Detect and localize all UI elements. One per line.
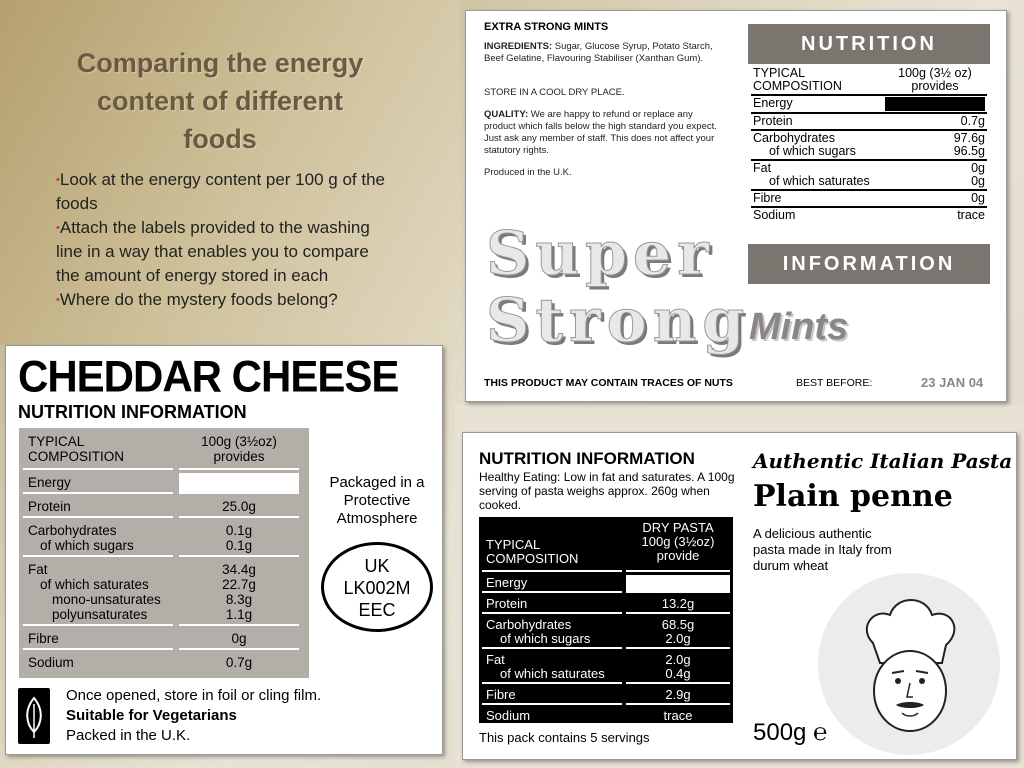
table-row: Protein: [23, 497, 173, 518]
bullet-item: • Look at the energy content per 100 g of the foods: [56, 168, 386, 216]
slide-title: Comparing the energy content of different foods: [76, 48, 364, 154]
vegetarian-leaf-icon: [18, 688, 50, 744]
table-row: Fibre 0g: [751, 191, 987, 208]
pasta-description: A delicious authentic pasta made in Italy from durum wheat: [753, 526, 892, 573]
table-row: Sodium trace: [753, 208, 985, 222]
pasta-servings: This pack contains 5 servings: [479, 730, 650, 745]
table-header: TYPICAL COMPOSITION 100g (3½ oz) provides: [751, 66, 987, 96]
table-header: TYPICAL COMPOSITION: [23, 432, 173, 470]
table-row: Energy: [482, 575, 622, 593]
table-value: trace: [663, 708, 693, 723]
table-header: 100g (3½oz) provides: [179, 432, 299, 470]
energy-blank: [179, 473, 299, 494]
best-before-label: BEST BEFORE:: [796, 377, 873, 389]
table-row: Sodium: [23, 653, 173, 672]
cheese-nutrition-table: [19, 428, 309, 678]
mints-produced: Produced in the U.K.: [484, 167, 572, 178]
pasta-intro: Healthy Eating: Low in fat and saturates. A 100g serving of pasta weighs approx. 260g when cooked.: [479, 470, 735, 512]
pasta-nutrition-title: NUTRITION INFORMATION: [479, 449, 695, 468]
table-header: TYPICAL COMPOSITION: [482, 520, 622, 572]
table-row: Energy: [751, 96, 987, 114]
table-value: 13.2g: [626, 596, 730, 614]
table-row: Carbohydrates of which sugars: [482, 617, 622, 649]
packaged-text: Packaged in a Protective Atmosphere: [329, 474, 425, 527]
table-value: 0.7g: [179, 653, 299, 672]
mints-ingredients: INGREDIENTS: Sugar, Glucose Syrup, Potato Starch, Beef Gelatine, Flavouring Stabiliser (Xanthan Gum).: [484, 41, 713, 64]
mints-store: STORE IN A COOL DRY PLACE.: [484, 87, 625, 98]
pasta-weight: 500g ℮: [753, 719, 828, 746]
mints-nutrition-table: [751, 66, 987, 223]
table-value: 0g: [179, 629, 299, 650]
table-row: Carbohydrates of which sugars 97.6g 96.5g: [751, 131, 987, 161]
energy-blank: [626, 575, 730, 593]
strong-word: Strong: [486, 286, 751, 356]
mints-heading: EXTRA STRONG MINTS: [484, 21, 609, 33]
table-header: DRY PASTA 100g (3½oz) provide: [626, 520, 730, 572]
table-value: 68.5g 2.0g: [626, 617, 730, 649]
table-value: 2.9g: [626, 687, 730, 705]
super-word: Super: [486, 219, 715, 289]
table-row: Energy: [23, 473, 173, 494]
table-value: 2.0g 0.4g: [626, 652, 730, 684]
table-row: Carbohydrates of which sugars: [23, 521, 173, 557]
table-row: Sodium: [486, 708, 531, 723]
bullet-item: • Attach the labels provided to the washing line in a way that enables you to compare the amount of energy stored in each: [56, 216, 386, 288]
table-row: Protein: [482, 596, 622, 614]
information-bar: INFORMATION: [748, 244, 990, 284]
table-row: Fat of which saturates: [482, 652, 622, 684]
best-before-date: 23 JAN 04: [921, 375, 984, 390]
table-value: 34.4g 22.7g 8.3g 1.1g: [179, 560, 299, 626]
cheese-footer: Once opened, store in foil or cling film. Suitable for Vegetarians Packed in the U.K.: [66, 687, 322, 744]
pasta-name: Plain penne: [753, 479, 953, 514]
table-row: Protein 0.7g: [751, 114, 987, 131]
nutrition-bar: NUTRITION: [748, 24, 990, 64]
pasta-nutrition-table: [479, 517, 733, 723]
mints-word: Mints: [749, 306, 849, 348]
table-value: 0.1g 0.1g: [179, 521, 299, 557]
nuts-warning: THIS PRODUCT MAY CONTAIN TRACES OF NUTS: [484, 377, 733, 389]
pasta-authentic: Authentic Italian Pasta: [753, 449, 1013, 473]
mints-label-card: [465, 10, 1007, 402]
table-row: Fibre: [23, 629, 173, 650]
pasta-label-card: [462, 432, 1017, 760]
health-mark-oval: UK LK002M EEC: [321, 542, 433, 632]
cheese-subtitle: NUTRITION INFORMATION: [18, 402, 247, 422]
mints-quality: QUALITY: We are happy to refund or replace any product which falls below the high standard you expect. Just ask any member of staff. This does not affect your statutory rights.: [484, 109, 717, 156]
chef-illustration: [818, 573, 1000, 755]
cheese-title: CHEDDAR CHEESE: [18, 351, 399, 402]
table-row: Fibre: [482, 687, 622, 705]
table-row: Fat of which saturates 0g 0g: [751, 161, 987, 191]
table-value: 25.0g: [179, 497, 299, 518]
bullet-item: • Where do the mystery foods belong?: [56, 288, 386, 312]
cheese-label-card: [5, 345, 443, 755]
bullet-list: [56, 168, 386, 312]
table-row: Fat of which saturates mono-unsaturates polyunsaturates: [23, 560, 173, 626]
